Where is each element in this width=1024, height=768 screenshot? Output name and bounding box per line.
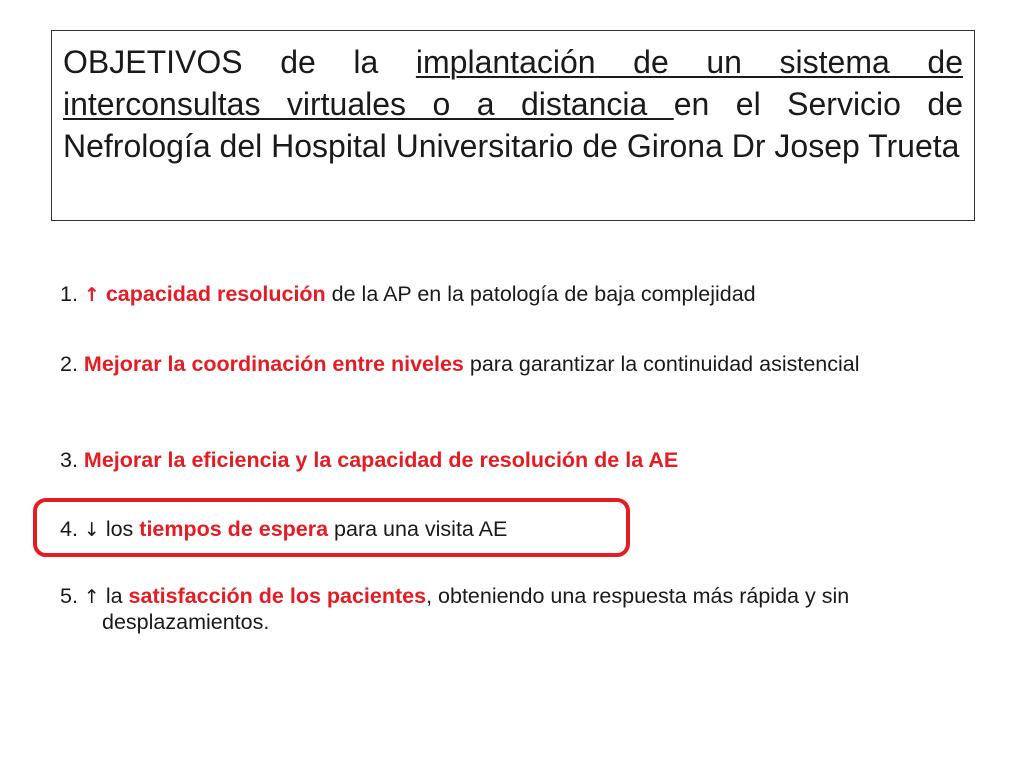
objective-number: 2. — [60, 352, 78, 376]
objective-highlight: capacidad resolución — [105, 282, 326, 306]
objective-text-pre: los — [99, 517, 140, 541]
objective-item-3 — [60, 448, 970, 473]
highlight-ring-objective-4 — [33, 498, 630, 557]
objective-text: de la AP en la patología de baja complejidad — [325, 282, 756, 306]
objective-number: 3. — [60, 448, 78, 472]
title-text-intro: OBJETIVOS de la — [63, 44, 416, 80]
objective-text: , obteniendo una respuesta más rápida y sin desplazamientos. — [102, 584, 850, 634]
objective-number: 5. — [60, 584, 78, 608]
up-arrow-icon: ↑ — [83, 284, 100, 306]
objective-item-2 — [60, 352, 970, 377]
title-text-rest: en el Servicio de Nefrología del Hospital Universitario de Girona Dr Josep Trueta — [63, 86, 964, 164]
objective-highlight: Mejorar la eficiencia y la capacidad de resolución de la AE — [83, 448, 679, 472]
slide-title-box — [51, 30, 975, 221]
objective-highlight: tiempos de espera — [139, 517, 329, 541]
objective-number: 4. — [60, 517, 78, 541]
title-text-underlined: implantación de un sistema de interconsultas virtuales o a distancia — [63, 44, 964, 122]
objective-text: para una visita AE — [328, 517, 508, 541]
objective-text-pre: la — [99, 584, 129, 608]
objective-number: 1. — [60, 282, 78, 306]
down-arrow-icon: ↓ — [83, 519, 100, 541]
up-arrow-icon: ↑ — [83, 586, 100, 608]
objective-item-1 — [60, 282, 970, 308]
objective-text: para garantizar la continuidad asistencial — [463, 352, 860, 376]
objective-highlight: satisfacción de los pacientes — [128, 584, 427, 608]
objective-item-5 — [60, 584, 970, 635]
objective-highlight: Mejorar la coordinación entre niveles — [83, 352, 464, 376]
